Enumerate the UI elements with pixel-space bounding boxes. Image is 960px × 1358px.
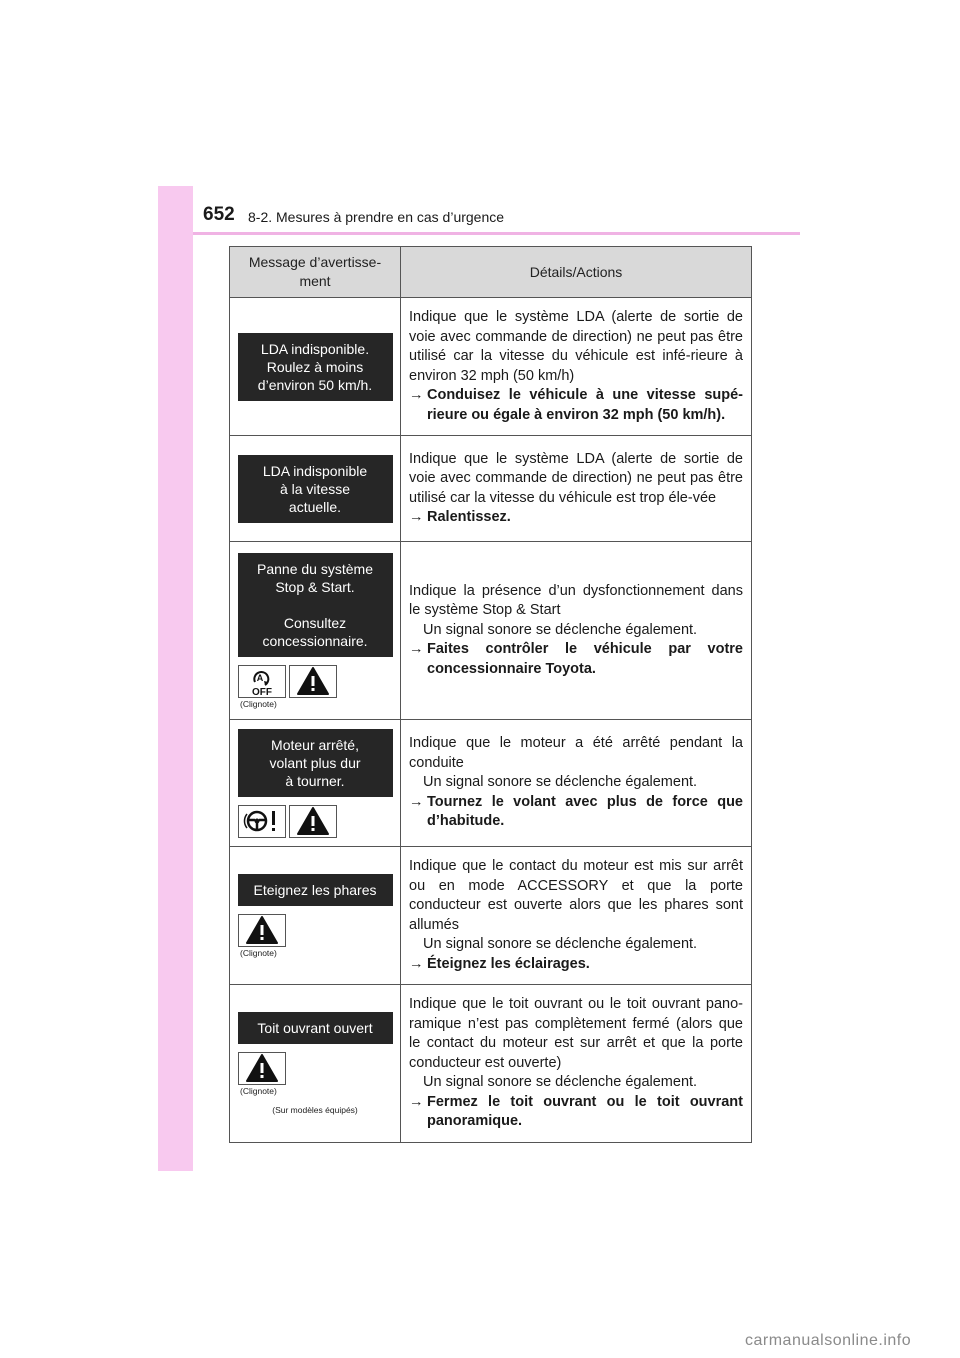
indicator-icons bbox=[238, 1052, 394, 1085]
display-message: Panne du système Stop & Start. Consultez concessionnaire. bbox=[238, 553, 393, 657]
column-header-details: Détails/Actions bbox=[401, 247, 752, 298]
row-description: Indique que le système LDA (alerte de sortie de voie avec commande de direction) ne peut pas être utilisé car la vitesse du véhicule est trop éle-vée bbox=[409, 450, 743, 506]
arrow-icon: → bbox=[409, 509, 424, 525]
details-cell bbox=[401, 298, 752, 436]
row-note: Un signal sonore se déclenche également. bbox=[423, 774, 698, 791]
message-cell bbox=[230, 720, 401, 847]
arrow-icon: → bbox=[409, 387, 424, 403]
indicator-icons bbox=[238, 805, 394, 838]
details-cell bbox=[401, 847, 752, 985]
warning-triangle-icon bbox=[238, 1052, 286, 1085]
arrow-icon: → bbox=[409, 793, 424, 810]
side-color-band bbox=[158, 186, 193, 1171]
row-note: Un signal sonore se déclenche également. bbox=[423, 621, 698, 638]
arrow-icon: → bbox=[409, 955, 424, 972]
message-cell bbox=[230, 847, 401, 985]
row-action: → Conduisez le véhicule à une vitesse supé-rieure ou égale à environ 32 mph (50 km/h). bbox=[409, 387, 743, 423]
row-note: Un signal sonore se déclenche également. bbox=[423, 936, 698, 952]
display-message: Moteur arrêté, volant plus dur à tourner. bbox=[238, 729, 393, 797]
svg-text:OFF: OFF bbox=[252, 687, 272, 696]
watermark: carmanualsonline.info bbox=[745, 1332, 912, 1349]
warning-triangle-icon bbox=[289, 805, 337, 838]
table-row bbox=[230, 847, 752, 985]
table-row bbox=[230, 542, 752, 720]
display-message: Eteignez les phares bbox=[238, 874, 393, 906]
display-message: LDA indisponible à la vitesse actuelle. bbox=[238, 455, 393, 523]
page-number: 652 bbox=[203, 204, 235, 225]
message-cell bbox=[230, 542, 401, 720]
stop-start-off-icon bbox=[238, 665, 286, 698]
arrow-icon: → bbox=[409, 1093, 424, 1110]
details-cell bbox=[401, 436, 752, 542]
warning-message-table bbox=[229, 246, 752, 1143]
row-action: → Éteignez les éclairages. bbox=[409, 955, 743, 975]
arrow-icon: → bbox=[409, 641, 424, 658]
warning-triangle-icon bbox=[238, 914, 286, 947]
row-description: Indique que le toit ouvrant ou le toit ouvrant pano-ramique n’est pas complètement fermé (alors que le contact du moteur est sur arrêt et que la porte conducteur est ouverte) bbox=[409, 996, 743, 1071]
section-title: 8-2. Mesures à prendre en cas d’urgence bbox=[248, 209, 505, 225]
equipped-note: (Sur modèles équipés) bbox=[272, 1104, 358, 1115]
blink-note: (Clignote) bbox=[240, 947, 277, 958]
row-note: Un signal sonore se déclenche également. bbox=[423, 1074, 698, 1090]
table-row bbox=[230, 298, 752, 436]
column-header-message: Message d’avertisse- ment bbox=[230, 247, 401, 298]
display-message: LDA indisponible. Roulez à moins d’environ 50 km/h. bbox=[238, 333, 393, 401]
indicator-icons bbox=[238, 914, 394, 947]
details-cell bbox=[401, 542, 752, 720]
steering-warning-icon bbox=[238, 805, 286, 838]
details-cell bbox=[401, 720, 752, 847]
details-cell bbox=[401, 985, 752, 1143]
blink-note: (Clignote) bbox=[240, 1085, 277, 1096]
indicator-icons bbox=[238, 665, 394, 698]
blink-note: (Clignote) bbox=[240, 698, 277, 709]
message-cell bbox=[230, 298, 401, 436]
display-message: Toit ouvrant ouvert bbox=[238, 1012, 393, 1044]
message-cell bbox=[230, 436, 401, 542]
row-description: Indique que le contact du moteur est mis sur arrêt ou en mode ACCESSORY et que la porte conducteur est ouverte alors que les phares sont allumés bbox=[409, 858, 743, 933]
table-header-row bbox=[230, 247, 752, 298]
row-description: Indique la présence d’un dysfonctionnement dans le système Stop & Start bbox=[409, 582, 743, 619]
svg-text:A: A bbox=[256, 673, 264, 683]
row-action: → Faites contrôler le véhicule par votre concessionnaire Toyota. bbox=[409, 641, 743, 677]
table-row bbox=[230, 720, 752, 847]
header-rule bbox=[193, 232, 800, 235]
table-row bbox=[230, 985, 752, 1143]
table-row bbox=[230, 436, 752, 542]
row-description: Indique que le moteur a été arrêté pendant la conduite bbox=[409, 735, 743, 771]
row-action: → Tournez le volant avec plus de force que d’habitude. bbox=[409, 793, 743, 830]
warning-triangle-icon bbox=[289, 665, 337, 698]
row-action: → Ralentissez. bbox=[409, 508, 743, 528]
row-action: → Fermez le toit ouvrant ou le toit ouvrant panoramique. bbox=[409, 1093, 743, 1129]
row-description: Indique que le système LDA (alerte de sortie de voie avec commande de direction) ne peut pas être utilisé car la vitesse du véhicule est infé-rieure à environ 32 mph (50 km/h) bbox=[409, 309, 743, 384]
message-cell bbox=[230, 985, 401, 1143]
